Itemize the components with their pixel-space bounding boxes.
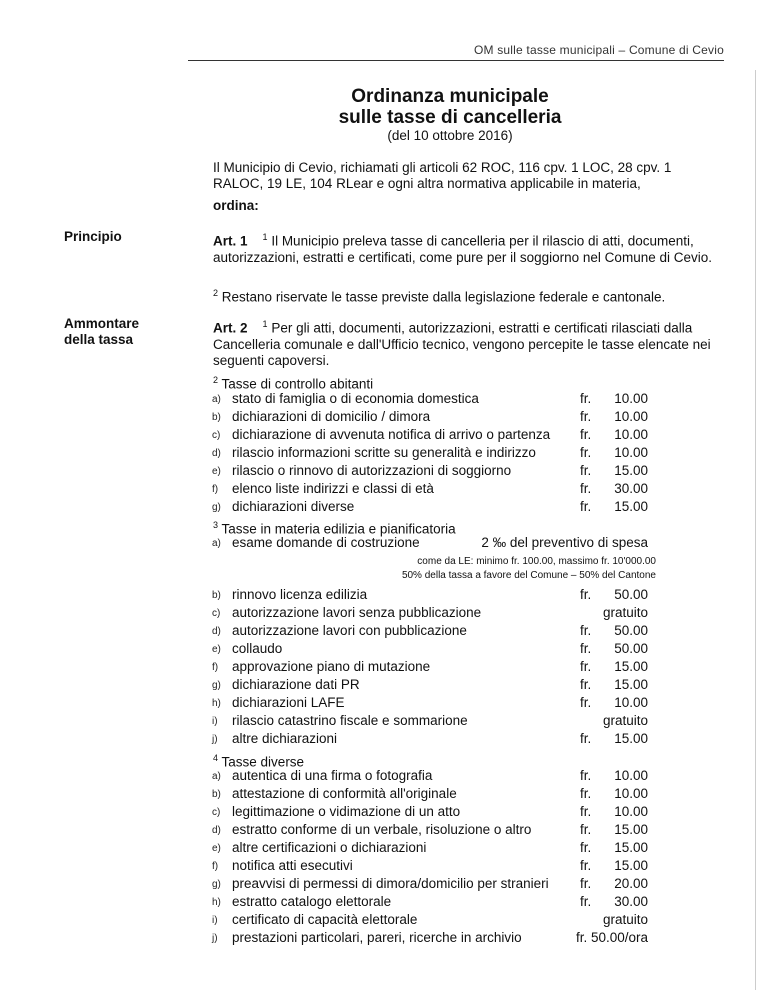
row-amount: 15.00 <box>614 677 648 692</box>
row-amount: 50.00 <box>614 587 648 602</box>
sec3-note2: 50% della tassa a favore del Comune – 50% del Cantone <box>401 570 656 581</box>
row-amount: 15.00 <box>614 840 648 855</box>
row-amount: 30.00 <box>614 481 648 496</box>
row-currency: fr. <box>580 409 592 424</box>
row-letter: g) <box>212 502 221 513</box>
fee-row <box>212 604 648 621</box>
fee-row <box>212 857 648 874</box>
row-currency: fr. <box>580 840 592 855</box>
row-currency: fr. <box>580 445 592 460</box>
row-text: esame domande di costruzione <box>232 535 420 550</box>
art2-paragraph1 <box>213 316 718 369</box>
sec3-sup: 3 <box>213 520 219 530</box>
row-letter: c) <box>212 608 221 619</box>
row-text: prestazioni particolari, pareri, ricerche in archivio <box>232 930 522 945</box>
fee-row <box>212 640 648 657</box>
row-letter: e) <box>212 644 221 655</box>
row-amount: 10.00 <box>614 768 648 783</box>
fee-row <box>212 694 648 711</box>
row-letter: b) <box>212 590 221 601</box>
row-currency: fr. <box>580 786 592 801</box>
row-text: preavvisi di permessi di dimora/domicilio per stranieri <box>232 876 549 891</box>
row-letter: e) <box>212 843 221 854</box>
row-text: autentica di una firma o fotografia <box>232 768 433 783</box>
row-amount: 2 ‰ del preventivo di spesa <box>481 535 648 550</box>
row-letter: f) <box>212 861 219 872</box>
row-currency: fr. <box>580 894 592 909</box>
art2-side-line1: Ammontare <box>64 316 140 331</box>
ordina-label: ordina: <box>213 198 259 213</box>
row-amount: 15.00 <box>614 822 648 837</box>
row-currency: fr. <box>580 587 592 602</box>
row-currency: fr. <box>580 804 592 819</box>
row-text: estratto conforme di un verbale, risoluzione o altro <box>232 822 532 837</box>
row-text: estratto catalogo elettorale <box>232 894 392 909</box>
row-amount: 15.00 <box>614 731 648 746</box>
row-letter: a) <box>212 538 221 549</box>
row-text: rilascio o rinnovo di autorizzazioni di soggiorno <box>232 463 512 478</box>
row-amount: 10.00 <box>614 391 648 406</box>
sec2-sup: 2 <box>213 375 219 385</box>
row-currency: fr. <box>580 391 592 406</box>
fee-row <box>212 803 648 820</box>
fee-row <box>212 767 648 784</box>
header-rule <box>188 60 724 61</box>
row-text: elenco liste indirizzi e classi di età <box>232 481 434 496</box>
row-currency: fr. <box>580 659 592 674</box>
row-currency: fr. <box>580 481 592 496</box>
row-letter: g) <box>212 879 221 890</box>
row-letter: c) <box>212 430 221 441</box>
row-currency: fr. <box>580 731 592 746</box>
row-text: collaudo <box>232 641 283 656</box>
row-letter: h) <box>212 897 221 908</box>
sec4-heading-text: Tasse diverse <box>221 754 305 770</box>
row-letter: d) <box>212 825 221 836</box>
row-letter: d) <box>212 626 221 637</box>
row-currency: fr. <box>580 858 592 873</box>
row-text: legittimazione o vidimazione di un atto <box>232 804 461 819</box>
row-amount: gratuito <box>602 713 648 728</box>
row-letter: a) <box>212 394 221 405</box>
fee-row <box>212 586 648 603</box>
fee-row <box>212 462 648 479</box>
fee-row <box>212 875 648 892</box>
row-text: autorizzazione lavori senza pubblicazione <box>232 605 482 620</box>
row-currency: fr. <box>580 768 592 783</box>
fee-row <box>212 498 648 515</box>
fee-row <box>212 426 648 443</box>
row-letter: e) <box>212 466 221 477</box>
fee-row <box>212 622 648 639</box>
art1-paragraph1 <box>213 229 718 266</box>
row-text: dichiarazioni diverse <box>232 499 355 514</box>
row-text: rilascio informazioni scritte su generalità e indirizzo <box>232 445 536 460</box>
fee-row <box>212 712 648 729</box>
row-amount: 15.00 <box>614 499 648 514</box>
row-text: dichiarazione di avvenuta notifica di arrivo o partenza <box>232 427 551 442</box>
row-text: rinnovo licenza edilizia <box>232 587 368 602</box>
row-text: certificato di capacità elettorale <box>232 912 418 927</box>
sec3-note1: come da LE: minimo fr. 100.00, massimo fr. 10'000.00 <box>417 556 656 567</box>
row-text: attestazione di conformità all'originale <box>232 786 457 801</box>
fee-row <box>212 390 648 407</box>
row-letter: b) <box>212 789 221 800</box>
row-amount: 10.00 <box>614 445 648 460</box>
row-currency: fr. <box>580 623 592 638</box>
document-date: (del 10 ottobre 2016) <box>387 128 513 143</box>
row-letter: h) <box>212 698 221 709</box>
row-letter: f) <box>212 484 219 495</box>
row-amount: 15.00 <box>614 858 648 873</box>
art2-label: Art. 2 <box>213 320 248 336</box>
row-letter: c) <box>212 807 221 818</box>
row-text: rilascio catastrino fiscale e sommarione <box>232 713 468 728</box>
row-amount: 10.00 <box>614 804 648 819</box>
row-text: altre certificazioni o dichiarazioni <box>232 840 427 855</box>
art1-paragraph2 <box>213 285 718 306</box>
row-amount: 30.00 <box>614 894 648 909</box>
row-letter: d) <box>212 448 221 459</box>
row-letter: i) <box>212 915 218 926</box>
fee-row <box>212 911 648 928</box>
art1-sup2: 2 <box>213 288 219 298</box>
row-currency: fr. <box>580 677 592 692</box>
row-letter: a) <box>212 771 221 782</box>
fee-row <box>212 658 648 675</box>
fee-row <box>212 785 648 802</box>
row-amount: 15.00 <box>614 463 648 478</box>
page-edge-line <box>755 70 756 990</box>
row-currency: fr. <box>580 463 592 478</box>
fee-row <box>212 730 648 747</box>
row-amount: 20.00 <box>614 876 648 891</box>
fee-row <box>212 676 648 693</box>
sec3-heading-text: Tasse in materia edilizia e pianificatoria <box>221 521 456 537</box>
art1-label: Art. 1 <box>213 233 248 249</box>
row-amount: 50.00 <box>614 623 648 638</box>
row-amount: 10.00 <box>614 695 648 710</box>
fee-row <box>212 480 648 497</box>
row-text: altre dichiarazioni <box>232 731 338 746</box>
row-amount: 10.00 <box>614 786 648 801</box>
art2-side-line2: della tassa <box>64 332 134 347</box>
row-amount: gratuito <box>602 912 648 927</box>
sec4-sup: 4 <box>213 753 219 763</box>
row-currency: fr. <box>580 427 592 442</box>
row-letter: j) <box>212 933 218 944</box>
row-amount: 15.00 <box>614 659 648 674</box>
art2-sup1: 1 <box>262 319 268 329</box>
row-text: notifica atti esecutivi <box>232 858 353 873</box>
document-title-line2: sulle tasse di cancelleria <box>338 107 562 128</box>
art1-text1: Il Municipio preleva tasse di cancelleria per il rilascio di atti, documenti, autorizzazioni, estratti e certificati, come pure per il soggiorno nel Comune di Cevio. <box>213 233 712 265</box>
fee-row <box>212 444 648 461</box>
art1-sup1: 1 <box>262 232 268 242</box>
row-letter: g) <box>212 680 221 691</box>
fee-row <box>212 893 648 910</box>
art2-side-heading <box>64 316 139 348</box>
row-currency: fr. <box>580 876 592 891</box>
row-letter: i) <box>212 716 218 727</box>
art1-text2: Restano riservate le tasse previste dalla legislazione federale e cantonale. <box>221 289 666 305</box>
row-text: autorizzazione lavori con pubblicazione <box>232 623 467 638</box>
row-text: approvazione piano di mutazione <box>232 659 431 674</box>
row-amount: 10.00 <box>614 427 648 442</box>
row-text: dichiarazione dati PR <box>232 677 360 692</box>
row-currency: fr. <box>580 499 592 514</box>
row-amount: 10.00 <box>614 409 648 424</box>
row-amount: fr. 50.00/ora <box>575 930 648 945</box>
fee-row <box>212 821 648 838</box>
running-header: OM sulle tasse municipali – Comune di Cevio <box>473 43 724 57</box>
row-text: dichiarazioni LAFE <box>232 695 345 710</box>
fee-row <box>212 839 648 856</box>
row-currency: fr. <box>580 641 592 656</box>
row-text: dichiarazioni di domicilio / dimora <box>232 409 431 424</box>
row-letter: b) <box>212 412 221 423</box>
art1-side-heading: Principio <box>64 229 122 244</box>
fee-row <box>212 408 648 425</box>
fee-row <box>212 929 648 946</box>
row-text: stato di famiglia o di economia domestica <box>232 391 479 406</box>
row-currency: fr. <box>580 822 592 837</box>
row-letter: f) <box>212 662 219 673</box>
intro-paragraph: Il Municipio di Cevio, richiamati gli articoli 62 ROC, 116 cpv. 1 LOC, 28 cpv. 1 RALOC, 19 LE, 104 RLear e ogni altra normativa applicabile in materia, <box>213 160 672 191</box>
row-letter: j) <box>212 734 218 745</box>
art2-text1: Per gli atti, documenti, autorizzazioni, estratti e certificati rilasciati dalla Cancelleria comunale e dall'Ufficio tecnico, vengono percepite le tasse elencate nei seguenti capoversi. <box>213 320 711 368</box>
document-title-line1: Ordinanza municipale <box>351 86 549 107</box>
row-currency: fr. <box>580 695 592 710</box>
sec3-row-a <box>212 534 648 551</box>
sec2-heading-text: Tasse di controllo abitanti <box>221 376 374 392</box>
row-amount: 50.00 <box>614 641 648 656</box>
row-amount: gratuito <box>602 605 648 620</box>
